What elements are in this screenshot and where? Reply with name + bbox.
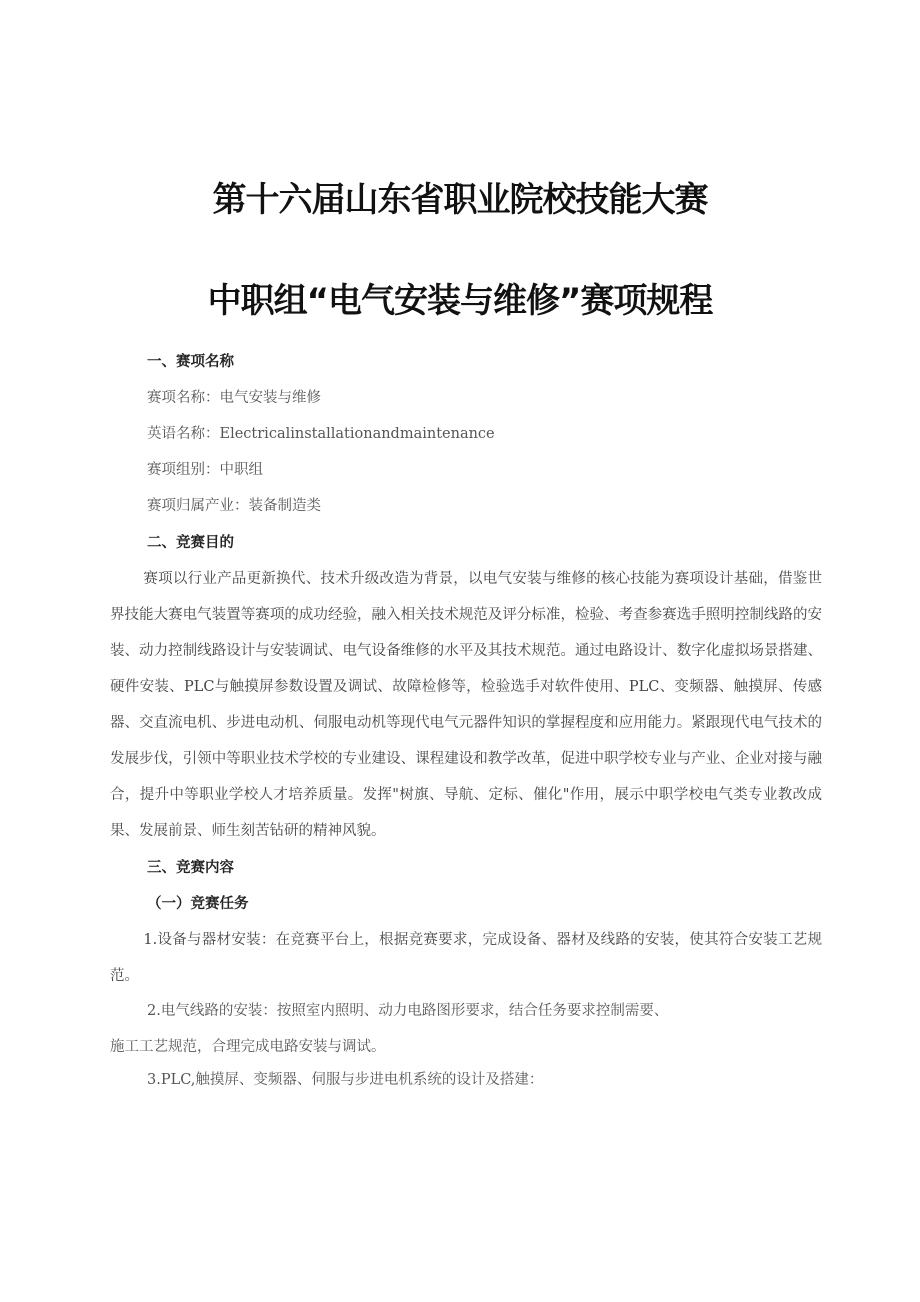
- event-group: 赛项组别：中职组: [147, 462, 263, 478]
- task-item-2-line1: 2.电气线路的安装：按照室内照明、动力电路图形要求，结合任务要求控制需要、: [147, 1003, 669, 1019]
- document-title-line2: 中职组“电气安装与维修”赛项规程: [207, 281, 713, 321]
- section3-heading: 三、竞赛内容: [147, 859, 234, 876]
- english-name: 英语名称：Electricalinstallationandmaintenance: [147, 426, 495, 442]
- document-title-line1: 第十六届山东省职业院校技能大赛: [212, 180, 708, 220]
- task-item-3: 3.PLC,触摸屏、变频器、伺服与步进电机系统的设计及搭建：: [147, 1072, 544, 1088]
- competition-purpose-paragraph: 赛项以行业产品更新换代、技术升级改造为背景，以电气安装与维修的核心技能为赛项设计基础，借鉴世界技能大赛电气装置等赛项的成功经验，融入相关技术规范及评分标准，检验、考查参赛选手照明控制线路的安装、动力控制线路设计与安装调试、电气设备维修的水平及其技术规范。通过电路设计、数字化虚拟场景搭建、硬件安装、PLC与触摸屏参数设置及调试、故障检修等，检验选手对软件使用、PLC、变频器、触摸屏、传感器、交直流电机、步进电动机、伺服电动机等现代电气元器件知识的掌握程度和应用能力。紧跟现代电气技术的发展步伐，引领中等职业技术学校的专业建设、课程建设和教学改革，促进中职学校专业与产业、企业对接与融合，提升中等职业学校人才培养质量。发挥"树旗、导航、定标、催化"作用，展示中职学校电气类专业教改成果、发展前景、师生刻苦钻研的精神风貌。: [110, 571, 822, 839]
- task-item-1: 1.设备与器材安装：在竞赛平台上，根据竞赛要求，完成设备、器材及线路的安装，使其符合安装工艺规范。: [110, 932, 822, 984]
- section1-heading: 一、赛项名称: [147, 353, 234, 370]
- subsection-tasks-heading: （一）竞赛任务: [147, 895, 249, 912]
- event-name: 赛项名称：电气安装与维修: [147, 390, 321, 406]
- event-industry: 赛项归属产业：装备制造类: [147, 498, 321, 514]
- task-item-2-line2: 施工工艺规范，合理完成电路安装与调试。: [110, 1039, 386, 1055]
- section2-heading: 二、竞赛目的: [147, 534, 234, 551]
